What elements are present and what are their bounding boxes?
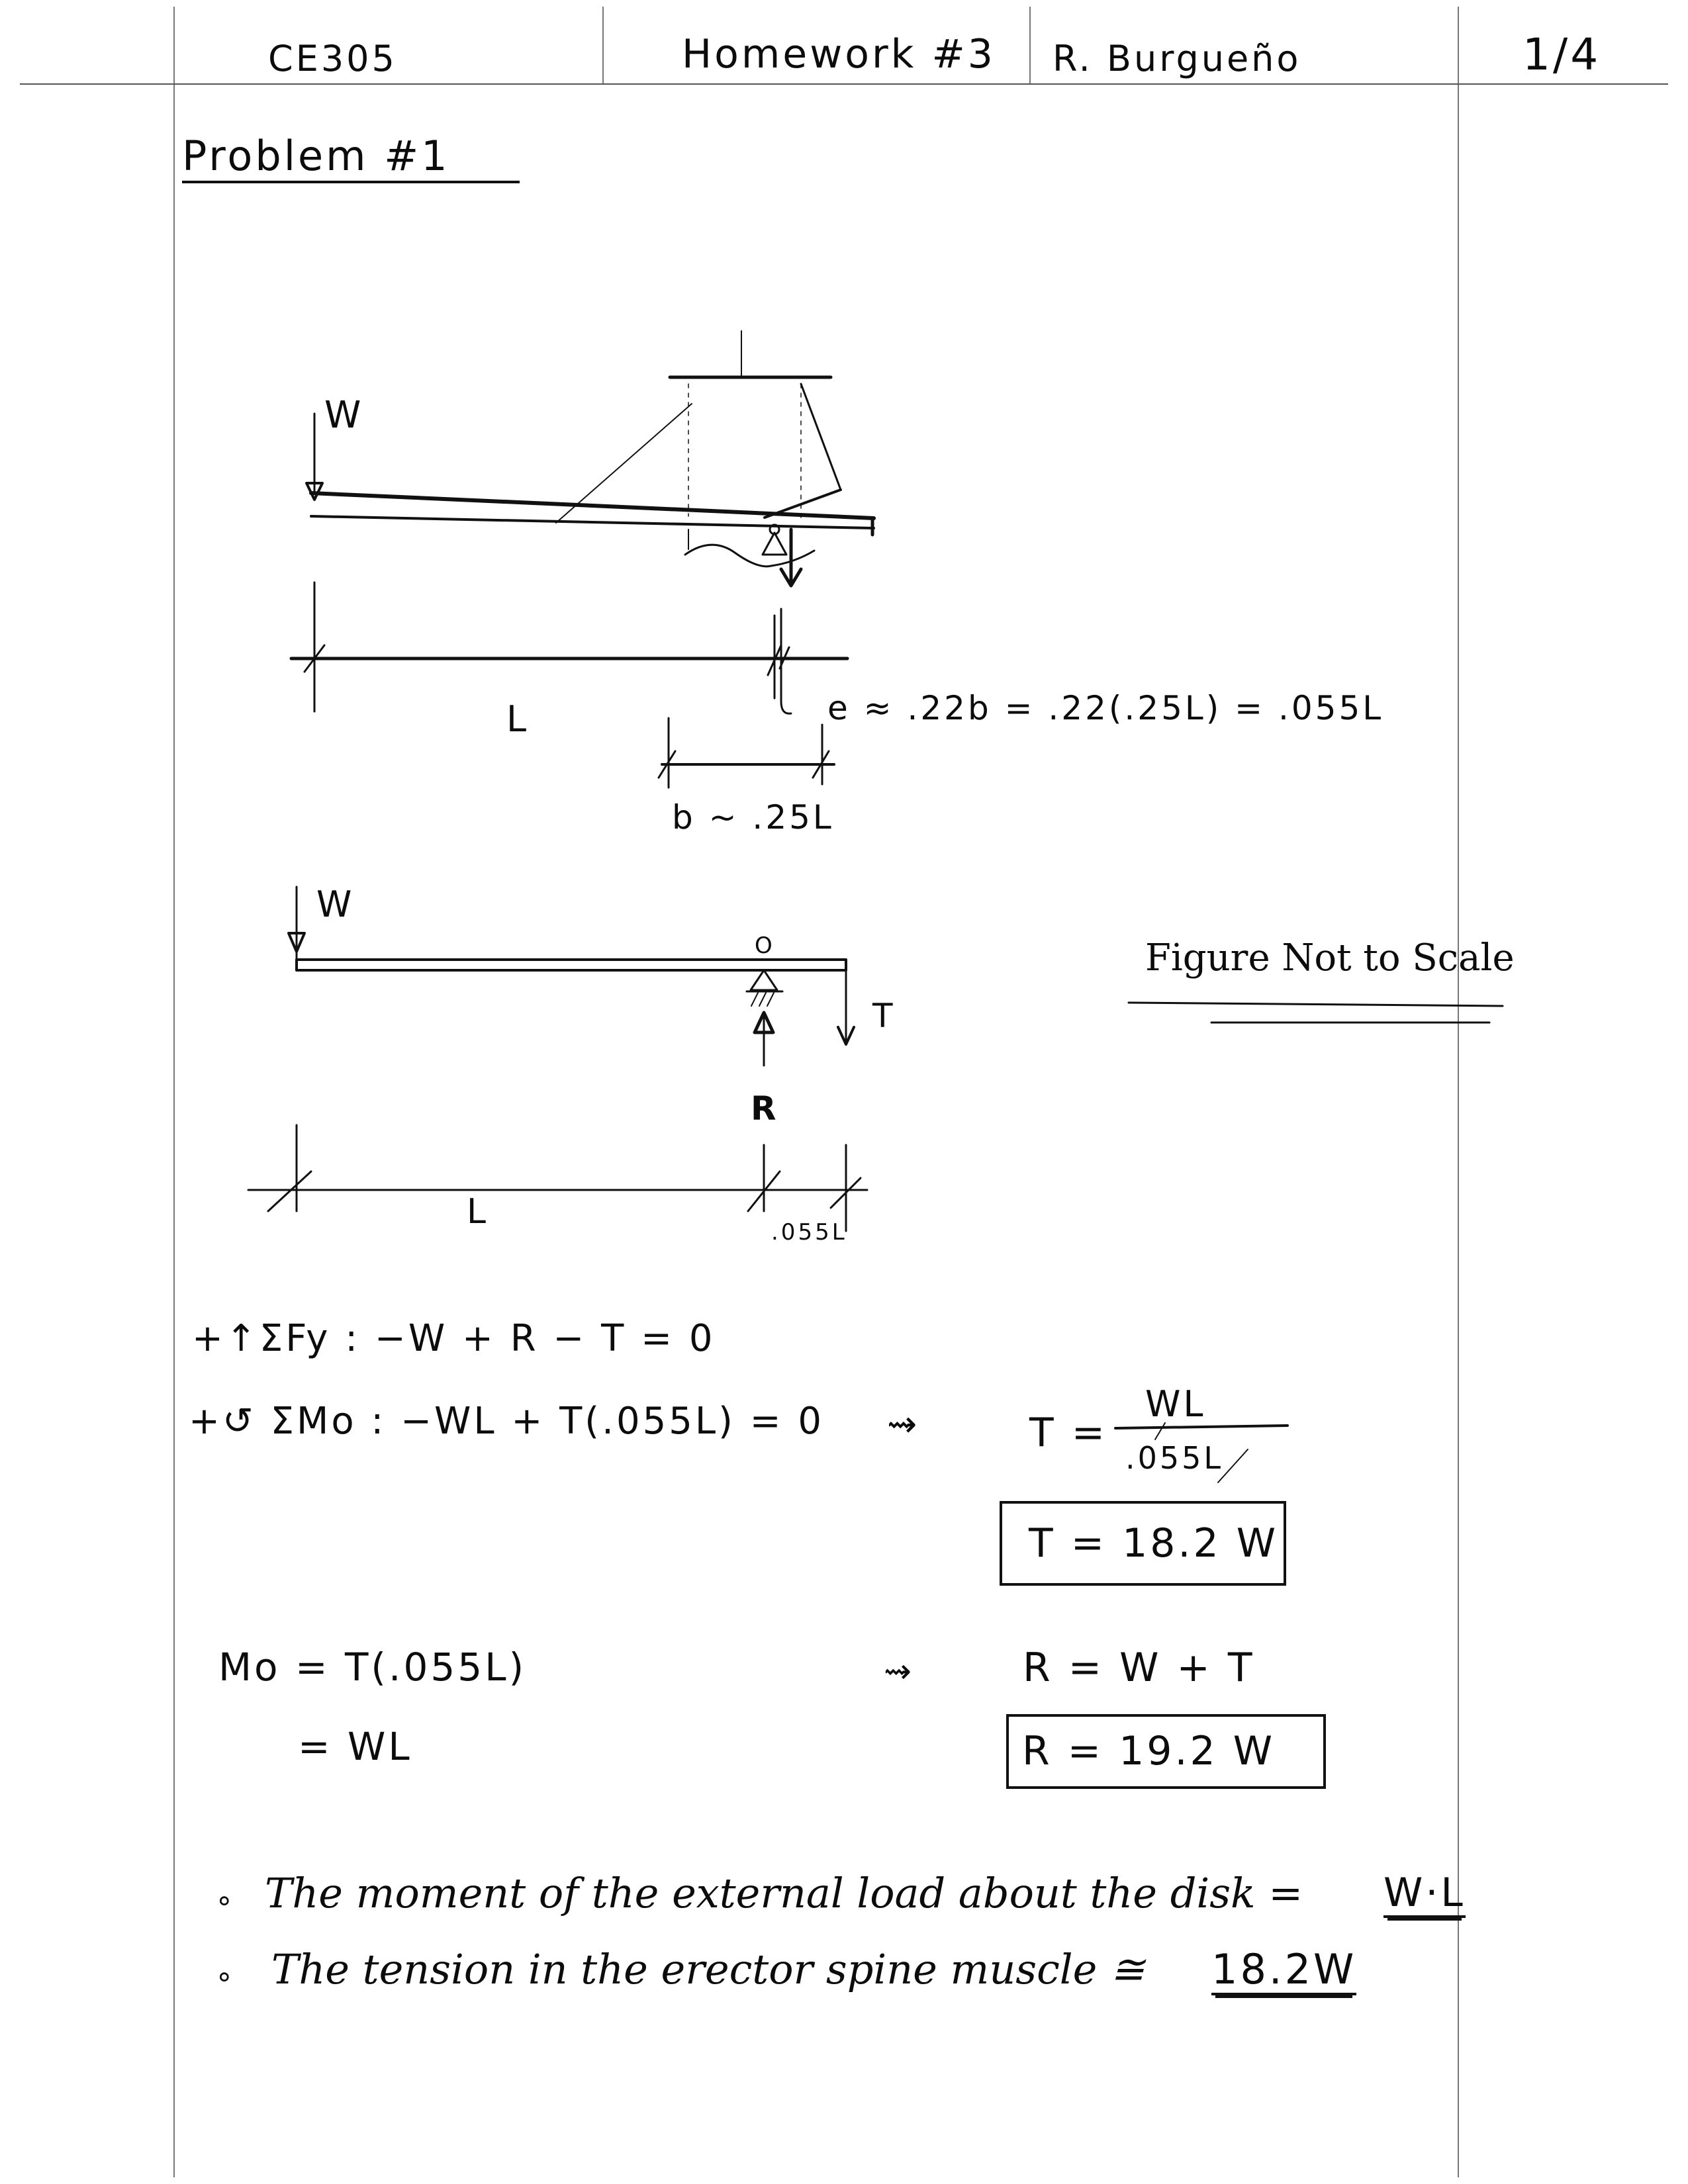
conclusion-text: The moment of the external load about the disk =	[265, 1869, 1303, 1917]
fig1-span-label: L	[506, 698, 530, 740]
sum-forces-equation: +↑ΣFy : −W + R − T = 0	[192, 1317, 716, 1360]
page-number: 1/4	[1523, 29, 1601, 80]
conclusion-text: The tension in the erector spine muscle ≅	[271, 1945, 1145, 1993]
problem-title: Problem #1	[182, 136, 520, 183]
assignment-title: Homework #3	[682, 31, 996, 77]
reaction-result: R = 19.2 W	[1022, 1728, 1276, 1774]
tension-result: T = 18.2 W	[1029, 1520, 1279, 1567]
tension-result-box	[1000, 1501, 1286, 1586]
implies-arrow-1: ⇝	[887, 1403, 920, 1445]
figure2-dimensions	[248, 1125, 867, 1231]
author-name: R. Burgueño	[1053, 38, 1301, 79]
moment-line-2: = WL	[298, 1724, 412, 1769]
fig2-reaction-label: R	[751, 1089, 779, 1128]
bullet-icon: ∘	[215, 1884, 234, 1917]
fig2-load-label: W	[316, 884, 355, 925]
figure2-fbd	[289, 884, 854, 1066]
bullet-icon: ∘	[215, 1960, 234, 1993]
figure1-dimensions	[291, 582, 847, 788]
conclusion-value: 18.2W	[1211, 1949, 1356, 1995]
fig1-load-label: W	[324, 394, 364, 437]
fig2-offset-label: .055L	[771, 1219, 847, 1246]
fig2-tension-label: T	[872, 997, 896, 1035]
moment-line-1: Mo = T(.055L)	[218, 1645, 527, 1690]
reaction-equation: R = W + T	[1023, 1645, 1255, 1691]
eccentricity-equation: e ≈ .22b = .22(.25L) = .055L	[827, 689, 1384, 727]
course-code: CE305	[268, 38, 397, 79]
figure1-sketch	[306, 331, 874, 586]
sum-moments-equation: +↺ ΣMo : −WL + T(.055L) = 0	[189, 1400, 825, 1443]
reaction-result-box	[1006, 1714, 1326, 1789]
fig2-point-label: O	[755, 933, 775, 959]
tension-denominator: .055L	[1125, 1440, 1224, 1476]
conclusion-value: W·L	[1383, 1873, 1466, 1918]
tension-numerator: WL	[1145, 1383, 1206, 1425]
figure-note: Figure Not to Scale	[1145, 936, 1515, 979]
width-label: b ~ .25L	[672, 798, 834, 837]
implies-arrow-2: ⇝	[884, 1652, 914, 1690]
tension-lhs: T =	[1029, 1410, 1107, 1456]
fig2-span-label: L	[467, 1192, 489, 1232]
